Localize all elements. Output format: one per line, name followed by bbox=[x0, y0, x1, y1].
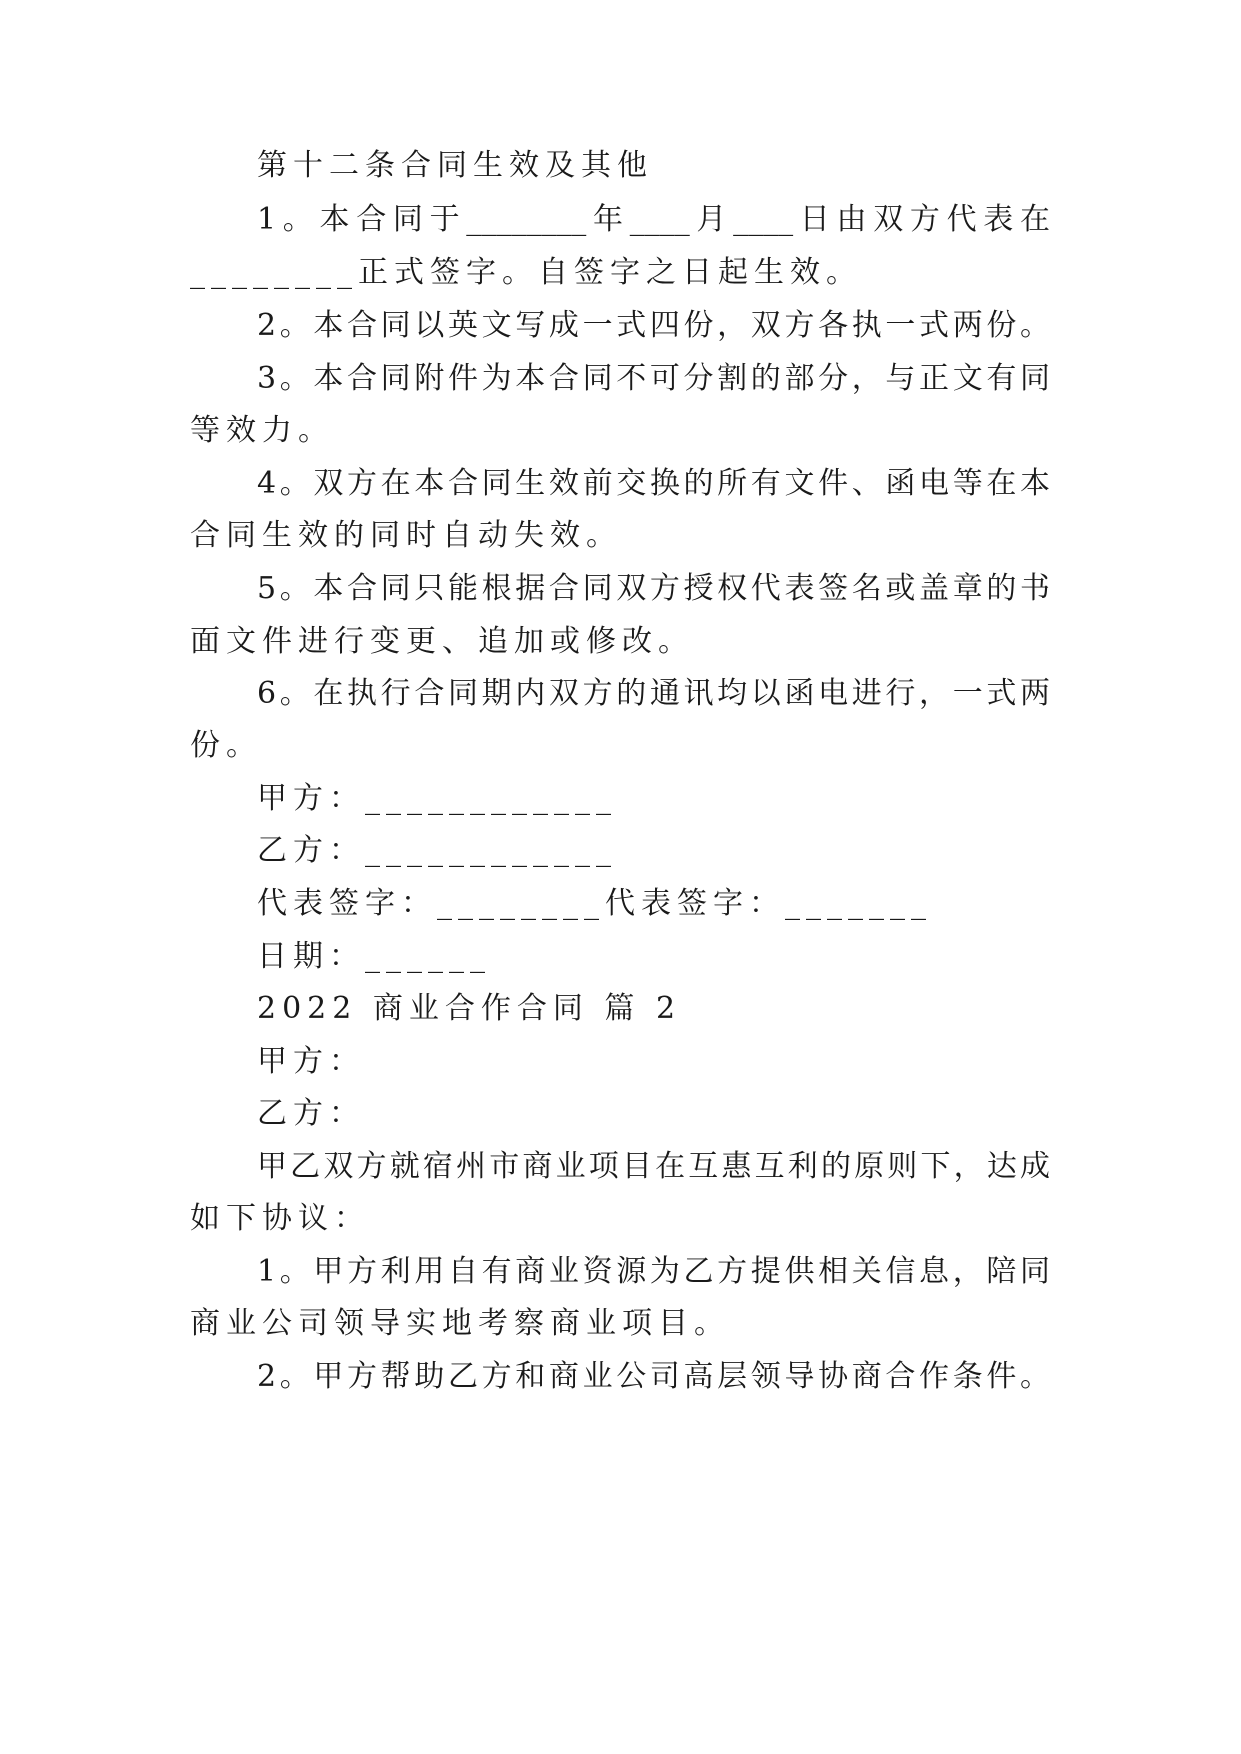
paragraph-line: 2。甲方帮助乙方和商业公司高层领导协商合作条件。 bbox=[257, 1359, 1050, 1394]
party-a-signature-line: 甲方：____________ bbox=[257, 781, 617, 816]
date-line: 日期：______ bbox=[257, 939, 491, 974]
paragraph-line: ________正式签字。自签字之日起生效。 bbox=[190, 255, 862, 290]
paragraph-line: 合同生效的同时自动失效。 bbox=[190, 518, 622, 553]
paragraph-line: 5。本合同只能根据合同双方授权代表签名或盖章的书 bbox=[257, 571, 1050, 606]
paragraph-line: 6。在执行合同期内双方的通讯均以函电进行，一式两 bbox=[257, 676, 1050, 711]
paragraph-line: 份。 bbox=[190, 728, 262, 763]
paragraph-line: 甲乙双方就宿州市商业项目在互惠互利的原则下，达成 bbox=[257, 1149, 1050, 1184]
party-b-label: 乙方： bbox=[257, 1096, 365, 1131]
party-b-signature-line: 乙方：____________ bbox=[257, 833, 617, 868]
paragraph-line: 面文件进行变更、追加或修改。 bbox=[190, 624, 694, 659]
paragraph-line: 1。甲方利用自有商业资源为乙方提供相关信息，陪同 bbox=[257, 1254, 1050, 1289]
representative-signature-line: 代表签字：________代表签字：_______ bbox=[257, 886, 932, 921]
paragraph-line: 2。本合同以英文写成一式四份，双方各执一式两份。 bbox=[257, 308, 1050, 343]
paragraph-line: 如下协议： bbox=[190, 1201, 370, 1236]
section-heading: 第十二条合同生效及其他 bbox=[257, 148, 653, 183]
paragraph-line: 商业公司领导实地考察商业项目。 bbox=[190, 1306, 730, 1341]
paragraph-line: 1。本合同于________年____月____日由双方代表在 bbox=[257, 202, 1050, 237]
party-a-label: 甲方： bbox=[257, 1044, 365, 1079]
paragraph-line: 4。双方在本合同生效前交换的所有文件、函电等在本 bbox=[257, 466, 1050, 501]
paragraph-line: 3。本合同附件为本合同不可分割的部分，与正文有同 bbox=[257, 361, 1050, 396]
contract-title: 2022 商业合作合同 篇 2 bbox=[257, 991, 682, 1026]
paragraph-line: 等效力。 bbox=[190, 413, 334, 448]
